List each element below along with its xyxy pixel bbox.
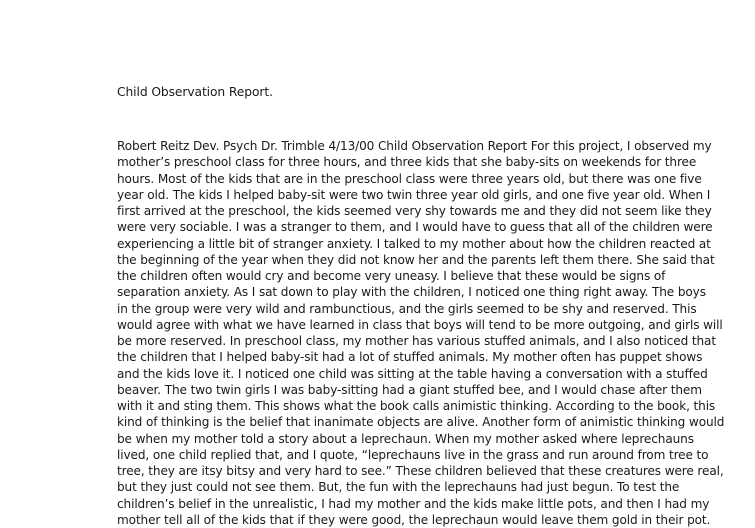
body-line: in the group were very wild and rambunctious, and the girls seemed to be shy and reserved. This <box>117 301 697 316</box>
body-line: separation anxiety. As I sat down to play with the children, I noticed one thing right away. The boys <box>117 285 706 300</box>
body-line: but they just could not see them. But, the fun with the leprechauns had just begun. To test the <box>117 480 680 495</box>
body-line: the children often would cry and become very uneasy. I believe that these would be signs of <box>117 269 666 283</box>
document-body <box>117 138 755 528</box>
body-line: with it and sting them. This shows what the book calls animistic thinking. According to the book, this <box>117 399 716 413</box>
body-line: experiencing a little bit of stranger anxiety. I talked to my mother about how the children reacted at <box>117 236 711 251</box>
document-title: Child Observation Report. <box>117 85 273 99</box>
body-line: be more reserved. In preschool class, my mother has various stuffed animals, and I also noticed that <box>117 334 716 348</box>
body-line: would agree with what we have learned in class that boys will tend to be more outgoing, and girls will <box>117 317 723 332</box>
body-line: the children that I helped baby-sit had a lot of stuffed animals. My mother often has puppet shows <box>117 350 703 365</box>
body-line: the beginning of the year when they did not know her and the parents left them there. She said that <box>117 252 715 267</box>
body-line: and the kids love it. I noticed one child was sitting at the table having a conversation with a stuffed <box>117 366 708 381</box>
body-line: mother tell all of the kids that if they were good, the leprechaun would leave them gold in their pot. <box>117 512 711 527</box>
body-line: year old. The kids I helped baby-sit were two twin three year old girls, and one five year old. When I <box>117 187 711 202</box>
body-line: mother’s preschool class for three hours, and three kids that she baby-sits on weekends for three <box>117 155 697 170</box>
body-line: be when my mother told a story about a leprechaun. When my mother asked where leprechauns <box>117 431 694 446</box>
body-line: kind of thinking is the belief that inanimate objects are alive. Another form of animistic thinking would <box>117 415 725 430</box>
body-line: Robert Reitz Dev. Psych Dr. Trimble 4/13/00 Child Observation Report For this project, I observed my <box>117 139 712 153</box>
body-line: tree, they are itsy bitsy and very hard to see.” These children believed that these creatures were real, <box>117 464 724 478</box>
body-line: lived, one child replied that, and I quote, “leprechauns live in the grass and run around from tree to <box>117 447 709 462</box>
body-line: children’s belief in the unrealistic, I had my mother and the kids make little pots, and then I had my <box>117 496 710 511</box>
body-line: hours. Most of the kids that are in the preschool class were three years old, but there was one five <box>117 171 702 186</box>
body-line: were very sociable. I was a stranger to them, and I would have to guess that all of the children were <box>117 220 713 235</box>
body-line: first arrived at the preschool, the kids seemed very shy towards me and they did not seem like they <box>117 204 712 218</box>
body-line: beaver. The two twin girls I was baby-sitting had a giant stuffed bee, and I would chase after them <box>117 382 702 397</box>
